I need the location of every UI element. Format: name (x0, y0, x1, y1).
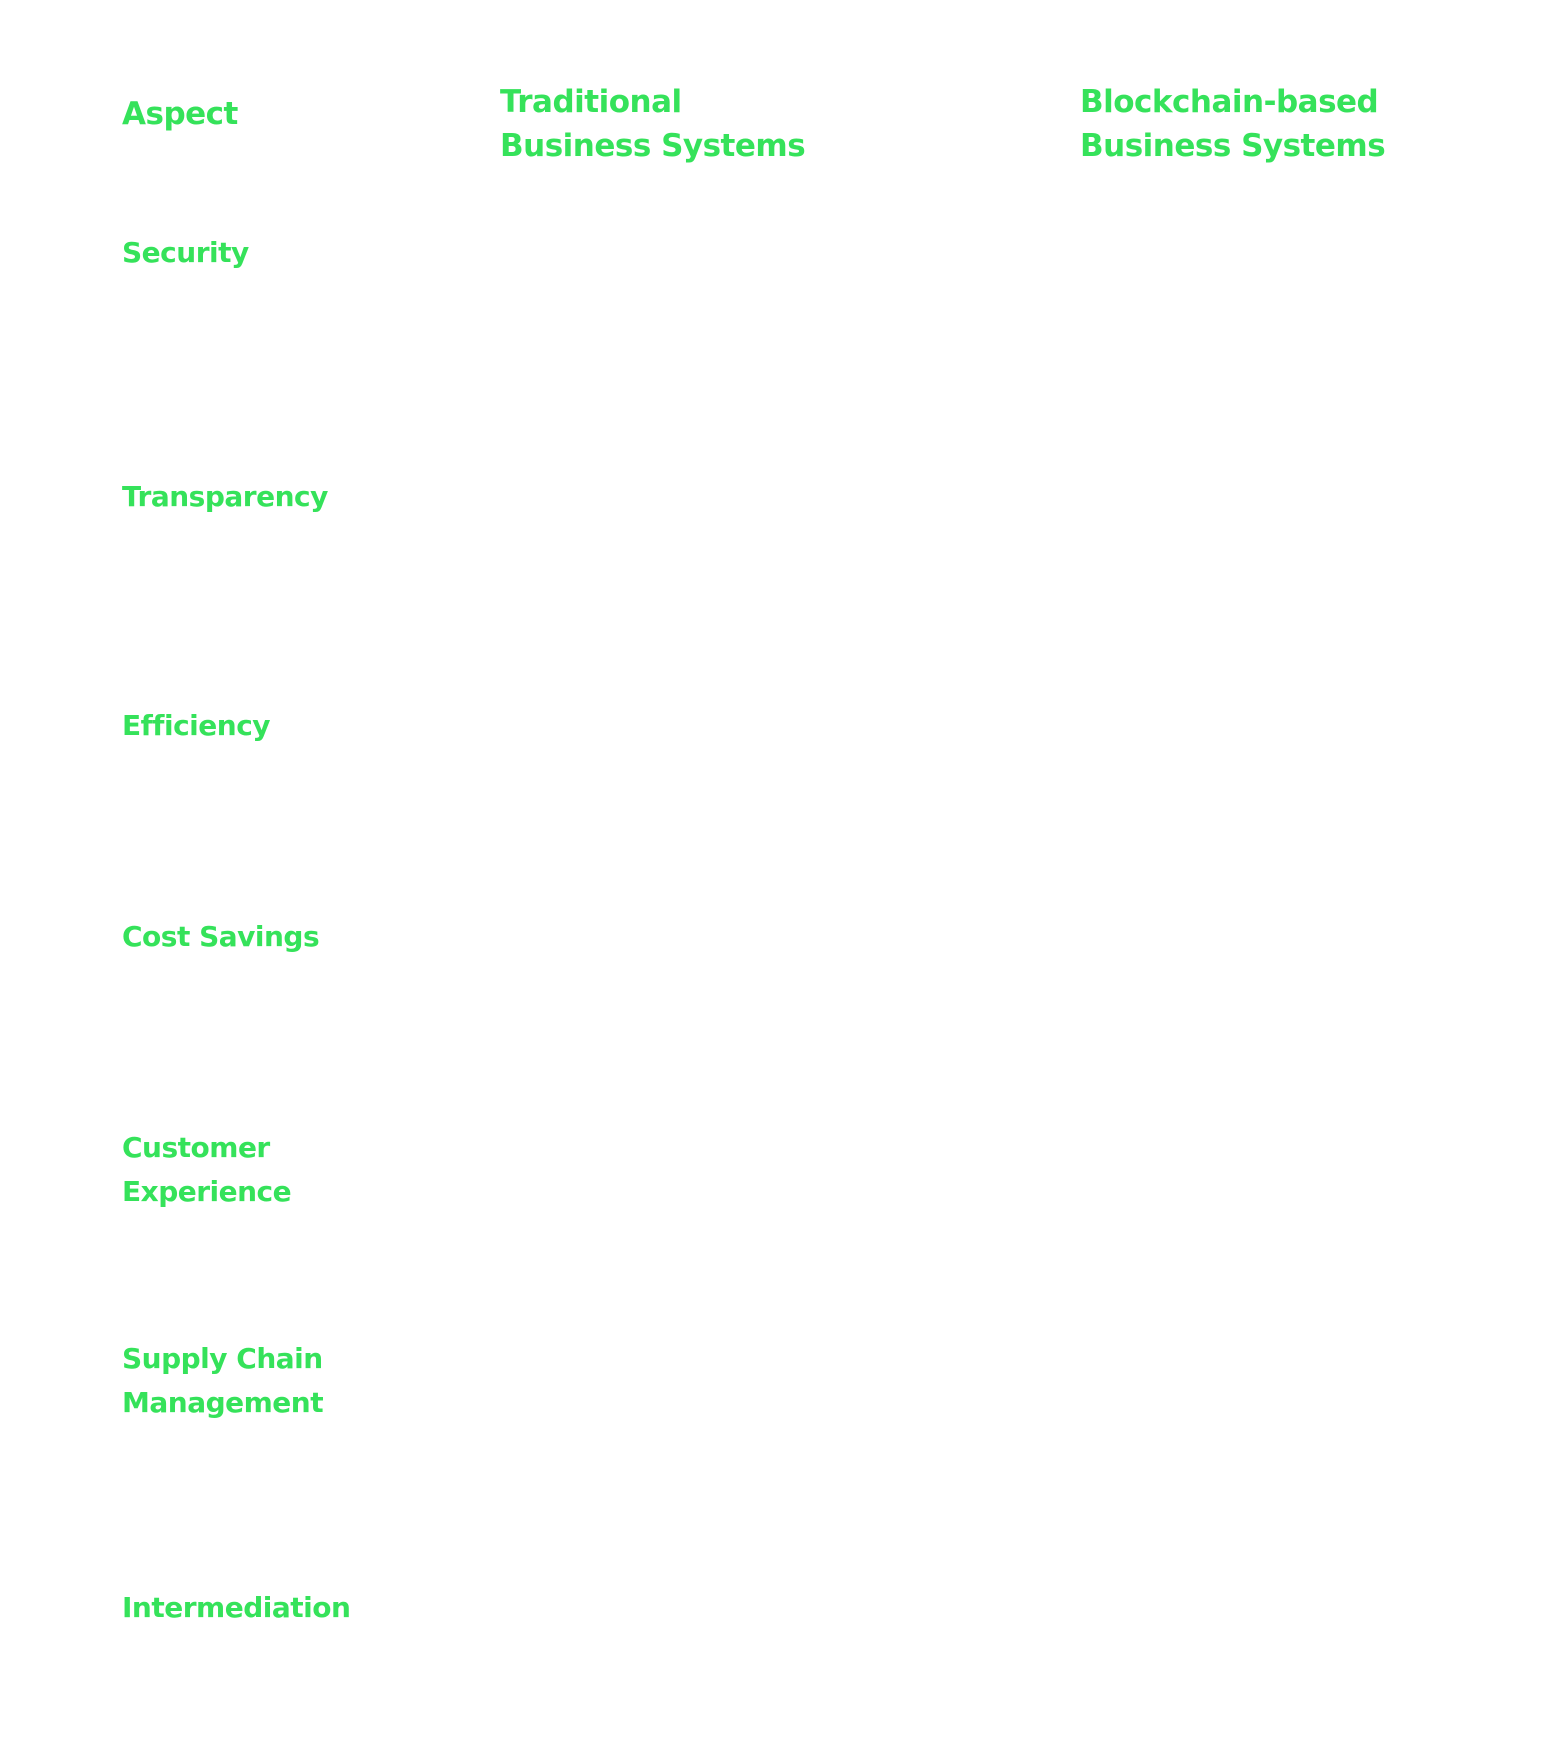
header-traditional-line1: Traditional (500, 84, 682, 120)
row-aspect-security (122, 231, 249, 275)
aspect-label: Cost Savings (122, 920, 320, 953)
row-aspect-efficiency (122, 704, 270, 748)
aspect-label: Transparency (122, 480, 328, 513)
header-blockchain (1080, 80, 1385, 168)
row-aspect-cost-savings (122, 915, 319, 959)
aspect-label-line2: Experience (122, 1175, 292, 1208)
header-aspect (122, 92, 238, 136)
header-traditional-line2: Business Systems (500, 128, 806, 164)
header-blockchain-line2: Business Systems (1080, 128, 1386, 164)
row-aspect-transparency (122, 475, 328, 519)
row-aspect-customer-experience (122, 1126, 291, 1214)
row-aspect-supply-chain-management (122, 1337, 323, 1425)
header-blockchain-line1: Blockchain-based (1080, 84, 1379, 120)
header-aspect-label: Aspect (122, 96, 238, 132)
aspect-label: Supply Chain (122, 1342, 323, 1375)
aspect-label: Intermediation (122, 1591, 351, 1624)
aspect-label: Security (122, 236, 249, 269)
aspect-label-line2: Management (122, 1386, 324, 1419)
aspect-label: Efficiency (122, 709, 271, 742)
header-traditional (500, 80, 805, 168)
row-aspect-intermediation (122, 1586, 350, 1630)
aspect-label: Customer (122, 1131, 270, 1164)
